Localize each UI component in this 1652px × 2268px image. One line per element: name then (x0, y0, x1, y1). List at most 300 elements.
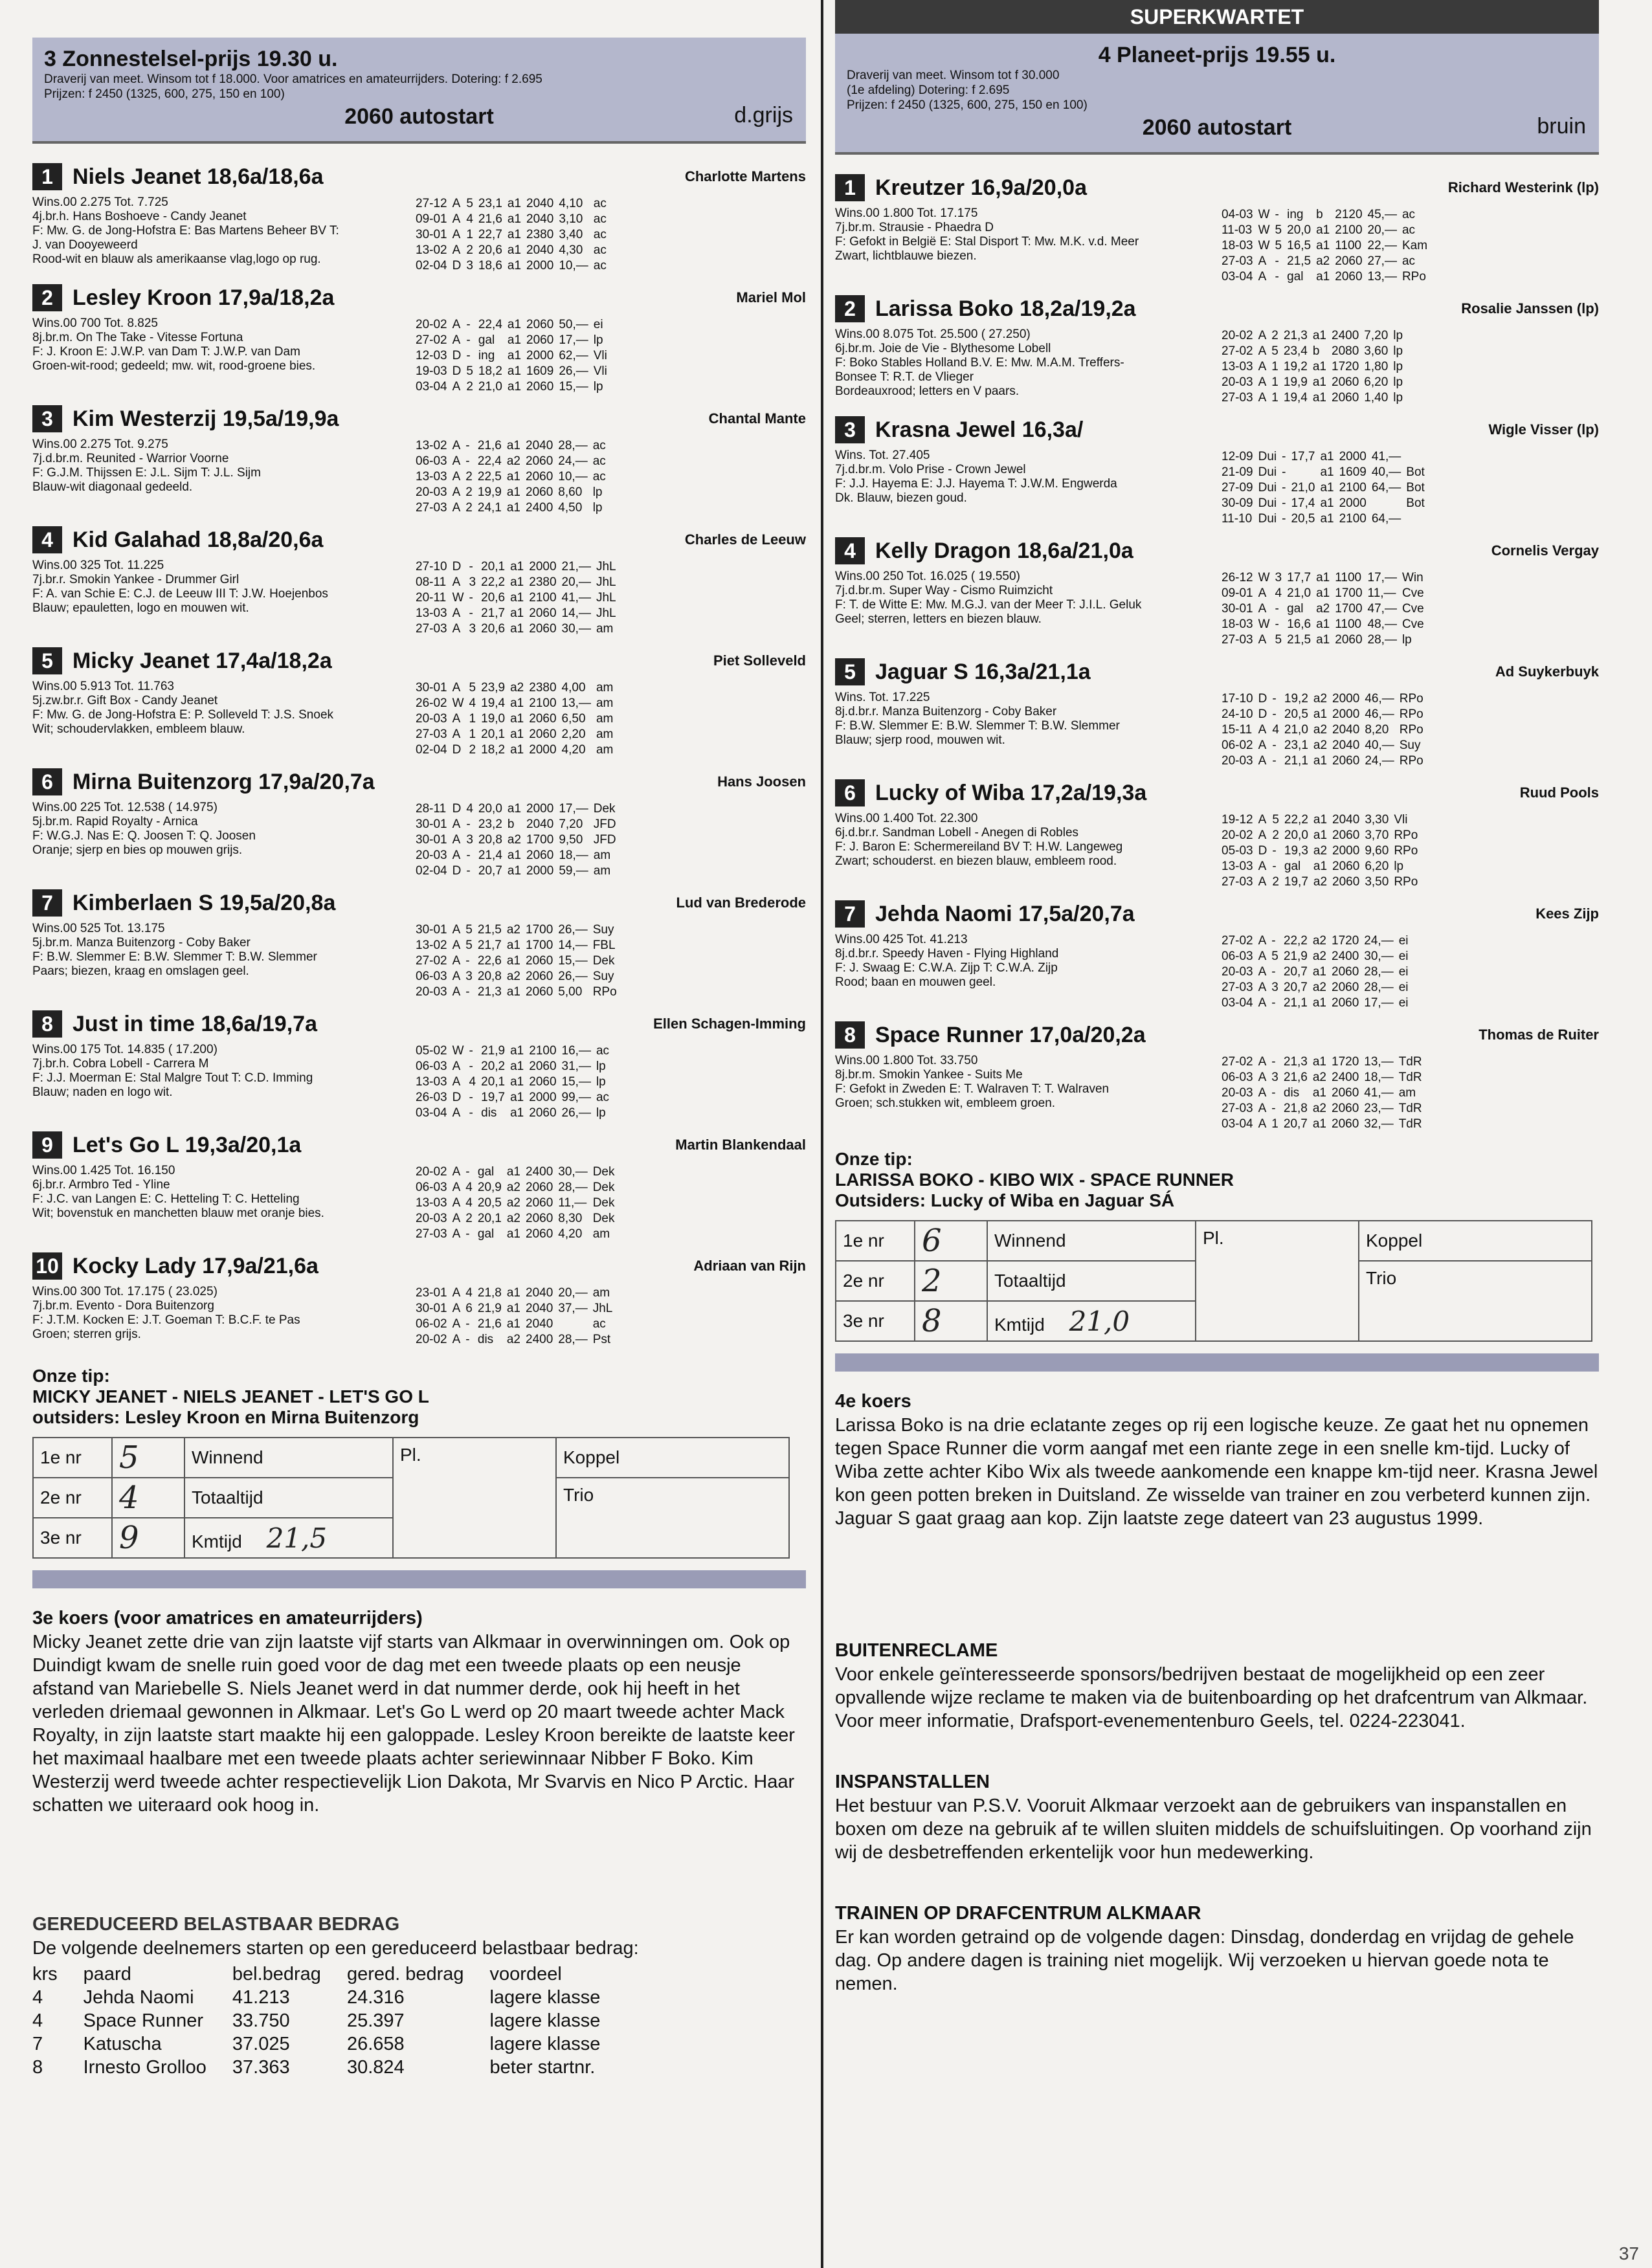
horse-name: Micky Jeanet 17,4a/18,2a (73, 649, 332, 673)
horse-info-line: 7j.d.br.m. Volo Prise - Crown Jewel (835, 463, 1026, 476)
form-cell: 27-02 (1222, 344, 1253, 358)
form-row (1222, 344, 1407, 359)
form-cell: 2380 (526, 228, 554, 241)
race3-color: d.grijs (734, 103, 793, 128)
form-cell: 2100 (529, 1044, 557, 1058)
form-cell: 2400 (1332, 950, 1359, 963)
form-cell: am (596, 696, 614, 710)
form-cell: 18-03 (1222, 239, 1253, 252)
form-cell: lp (1394, 860, 1404, 873)
form-cell: b (1312, 344, 1320, 358)
form-cell: 16,— (561, 1044, 591, 1058)
form-cell: 2060 (526, 333, 554, 347)
form-cell: - (1272, 692, 1277, 706)
form-cell: - (469, 1044, 473, 1058)
form-cell: 30-01 (416, 1302, 447, 1315)
horse-driver: Richard Westerink (lp) (1447, 179, 1599, 195)
form-cell: 2060 (1332, 996, 1359, 1010)
horse-number: 2 (32, 284, 62, 311)
form-cell: 2040 (1332, 813, 1360, 827)
form-cell: 19,9 (477, 485, 502, 499)
form-cell: 1700 (526, 833, 554, 847)
reduced-row (32, 2032, 626, 2056)
form-cell: A (1258, 754, 1267, 768)
race4-tip (835, 1149, 1599, 1372)
koppel-label: Koppel (556, 1438, 789, 1478)
form-cell: Dui (1258, 512, 1277, 526)
form-cell: 22,7 (478, 228, 502, 241)
form-cell: A (452, 923, 461, 937)
form-cell: 1,40 (1364, 391, 1389, 405)
form-row (416, 939, 621, 953)
form-cell: A (452, 681, 461, 695)
form-cell: RPo (1399, 707, 1423, 721)
form-cell: 2 (469, 743, 476, 757)
reduced-cell: lagere klasse (489, 2010, 601, 2031)
form-cell: 59,— (559, 864, 588, 878)
form-cell: 28,— (558, 1181, 588, 1194)
form-cell: 3 (469, 575, 476, 589)
koppel-label: Koppel (1359, 1221, 1592, 1261)
form-row (416, 1181, 619, 1195)
form-cell: Dui (1258, 496, 1277, 510)
form-cell: 19,3 (1284, 844, 1308, 858)
form-row (416, 364, 611, 379)
form-row (1222, 617, 1428, 632)
horse-number: 1 (32, 163, 62, 190)
form-cell: 26-03 (416, 1091, 447, 1104)
form-cell: 28,— (1364, 965, 1394, 979)
form-cell: 62,— (559, 349, 588, 362)
horse-number: 4 (835, 537, 865, 564)
form-row (416, 802, 620, 816)
form-cell: 21,9 (1283, 950, 1308, 963)
race3-divider-bar (32, 1570, 806, 1588)
form-cell: A (452, 243, 461, 257)
form-cell: - (1272, 754, 1277, 768)
form-cell: D (452, 802, 462, 816)
form-cell: 2 (465, 485, 473, 499)
horse-number: 5 (32, 647, 62, 674)
form-cell: 20-03 (1222, 375, 1253, 389)
horse-info-line: F: J. Baron E: Schermereiland BV T: H.W. Langeweg (835, 840, 1123, 854)
form-cell: 27-02 (1222, 1055, 1253, 1069)
form-cell: a1 (506, 985, 520, 999)
form-cell: lp (596, 1060, 606, 1073)
form-cell: - (1275, 208, 1279, 221)
form-cell: A (1258, 860, 1267, 873)
form-cell: 19-12 (1222, 813, 1253, 827)
form-cell (558, 1317, 591, 1331)
form-cell: a1 (507, 333, 522, 347)
form-cell: 30-01 (416, 817, 447, 831)
form-cell: 18,2 (478, 364, 502, 378)
form-cell: a1 (507, 380, 522, 394)
horse-entry (32, 526, 806, 636)
form-cell: a1 (506, 1227, 520, 1241)
horse-form-table (1220, 812, 1423, 891)
form-cell: gal (1284, 860, 1301, 873)
kmtijd-label: Kmtijd (192, 1531, 242, 1551)
horse-name: Krasna Jewel 16,3a/ (875, 417, 1084, 442)
form-cell: 7,20 (559, 817, 583, 831)
form-cell: - (469, 1091, 473, 1104)
form-row (1222, 1055, 1426, 1069)
horse-number: 7 (835, 900, 865, 928)
form-cell: A (452, 606, 461, 620)
horse-info-line: F: J. Swaag E: C.W.A. Zijp T: C.W.A. Zijp (835, 961, 1058, 975)
form-cell: Dui (1258, 465, 1277, 479)
horse-form-table (1220, 570, 1429, 649)
form-cell: JFD (593, 833, 616, 847)
form-cell: ac (1401, 208, 1416, 221)
form-row (1222, 707, 1427, 722)
form-cell: a1 (1316, 586, 1330, 600)
form-cell: 30-01 (416, 228, 447, 241)
form-cell: 2 (466, 243, 473, 257)
race4-tip-picks: LARISSA BOKO - KIBO WIX - SPACE RUNNER (835, 1170, 1234, 1190)
horse-info-line: Wins.00 175 Tot. 14.835 ( 17.200) (32, 1043, 218, 1056)
form-cell: 20,— (558, 1286, 588, 1300)
form-cell: 2000 (526, 864, 554, 878)
form-cell: - (1272, 707, 1277, 721)
form-cell: 41,— (1364, 1086, 1394, 1100)
form-cell: b (1316, 208, 1323, 221)
form-cell: 2060 (526, 1212, 553, 1225)
form-cell: a1 (507, 349, 522, 362)
form-cell: 11,— (558, 1196, 587, 1210)
form-cell: 26,— (558, 970, 588, 983)
form-cell: - (1282, 450, 1286, 463)
form-cell: 1 (469, 728, 476, 741)
horse-info-line: Wins.00 2.275 Tot. 7.725 (32, 195, 168, 209)
form-cell: ac (593, 259, 607, 272)
form-row (1222, 329, 1407, 343)
form-cell: 3,70 (1365, 828, 1389, 842)
horse-name: Space Runner 17,0a/20,2a (875, 1023, 1146, 1047)
page-number: 37 (1618, 2243, 1639, 2263)
horse-info-line: F: J.T.M. Kocken E: J.T. Goeman T: B.C.F. te Pas (32, 1313, 300, 1327)
form-cell: - (1272, 844, 1277, 858)
form-cell: A (452, 833, 461, 847)
form-cell: D (452, 349, 462, 362)
form-cell: A (452, 849, 461, 862)
horse-info (32, 801, 395, 858)
form-cell: 20-03 (416, 712, 447, 726)
form-cell: 47,— (1367, 602, 1397, 616)
form-cell: - (1282, 465, 1286, 479)
form-cell: 5 (1275, 223, 1282, 237)
form-cell: 5 (1275, 239, 1282, 252)
form-row (1222, 391, 1407, 405)
form-row (416, 243, 610, 258)
form-cell: Bot (1406, 465, 1425, 479)
r3-label: 3e nr (33, 1518, 112, 1558)
form-row (1222, 602, 1428, 616)
form-cell: 13-03 (1222, 860, 1253, 873)
form-cell: 1 (1271, 1117, 1278, 1131)
form-cell: 5 (1271, 344, 1278, 358)
horse-info-line: 7j.d.br.m. Reunited - Warrior Voorne (32, 452, 229, 465)
form-row (416, 696, 617, 711)
form-cell: 4,50 (558, 501, 583, 515)
form-cell: a2 (510, 681, 524, 695)
form-cell: 20-02 (1222, 828, 1253, 842)
left-column (32, 0, 806, 2079)
form-cell: 2100 (529, 696, 557, 710)
form-cell: 21,— (561, 560, 591, 573)
form-cell: 20,6 (481, 591, 506, 605)
form-cell: - (1282, 512, 1286, 526)
form-cell: 18,— (559, 849, 588, 862)
form-cell: 06-03 (416, 1181, 447, 1194)
form-cell: a1 (1312, 329, 1326, 342)
form-cell: a1 (1312, 996, 1326, 1010)
form-cell: A (452, 318, 461, 331)
form-cell: 2400 (1332, 329, 1359, 342)
form-cell: am (1398, 1086, 1416, 1100)
form-cell: a1 (506, 1302, 520, 1315)
horse-info-line: 7j.br.m. Evento - Dora Buitenzorg (32, 1299, 214, 1313)
form-cell: 2060 (1332, 860, 1360, 873)
form-cell: 20,0 (1284, 828, 1308, 842)
horse-entry (32, 768, 806, 878)
form-cell: ac (593, 243, 607, 257)
form-cell: 26-12 (1222, 571, 1253, 584)
trio-label: Trio (556, 1478, 789, 1558)
reduced-cell: Katuscha (83, 2034, 162, 2054)
form-cell: Suy (1399, 739, 1421, 752)
horse-info (32, 317, 395, 373)
form-cell: a1 (1313, 754, 1328, 768)
form-cell: 28,— (558, 1333, 588, 1346)
form-cell: A (452, 333, 461, 347)
reduced-cell: Jehda Naomi (83, 1987, 194, 2008)
form-cell: 23-01 (416, 1286, 447, 1300)
form-cell: 3,30 (1365, 813, 1389, 827)
form-cell: a2 (1313, 739, 1328, 752)
form-cell: 05-02 (416, 1044, 447, 1058)
form-cell: gal (1287, 602, 1304, 616)
form-cell: 19,7 (481, 1091, 506, 1104)
form-cell: W (452, 1044, 464, 1058)
form-cell: 2 (465, 501, 473, 515)
form-row (416, 318, 611, 332)
form-cell: a1 (1312, 360, 1326, 373)
horse-info-line: F: T. de Witte E: Mw. M.G.J. van der Meer T: J.I.L. Geluk (835, 598, 1142, 612)
form-cell: 11-03 (1222, 223, 1253, 237)
form-cell: 2000 (526, 349, 554, 362)
form-cell: a1 (1312, 391, 1326, 405)
form-cell: A (1258, 875, 1267, 889)
form-cell: a1 (507, 849, 522, 862)
form-cell: a2 (506, 1181, 520, 1194)
form-cell: a1 (506, 1165, 520, 1179)
form-cell: - (1271, 1102, 1276, 1115)
form-cell: 06-03 (1222, 1071, 1253, 1084)
form-cell: W (1258, 571, 1270, 584)
form-cell: Dek (592, 954, 615, 968)
form-cell: Kam (1401, 239, 1428, 252)
form-cell: a1 (1320, 465, 1334, 479)
form-row (416, 954, 621, 968)
form-cell: 21,7 (481, 606, 506, 620)
form-cell: A (1258, 1102, 1267, 1115)
form-cell: 2000 (529, 743, 557, 757)
race3-tip-picks: MICKY JEANET - NIELS JEANET - LET'S GO L (32, 1386, 429, 1406)
form-cell: - (1271, 996, 1276, 1010)
horse-info (835, 933, 1198, 990)
horse-form-table (414, 438, 611, 517)
reduced-cell: 7 (32, 2034, 43, 2054)
reduced-cell: 37.025 (232, 2034, 290, 2054)
form-cell: 26,— (558, 923, 588, 937)
form-cell: ac (592, 439, 606, 452)
form-cell: JhL (592, 1302, 613, 1315)
form-cell: 26,— (561, 1106, 591, 1120)
form-row (1222, 571, 1428, 585)
form-cell: 1720 (1332, 360, 1359, 373)
form-cell: 2060 (526, 380, 554, 394)
form-cell: a1 (1320, 450, 1334, 463)
horse-info (835, 328, 1198, 399)
form-row (416, 1060, 613, 1074)
form-row (416, 833, 620, 847)
form-cell: 4 (465, 1196, 473, 1210)
horse-number: 8 (32, 1010, 62, 1038)
form-cell: a2 (506, 1333, 520, 1346)
form-cell: ei (1398, 965, 1409, 979)
form-cell: 10,— (558, 470, 588, 484)
form-cell: 02-04 (416, 864, 447, 878)
form-cell: 13-02 (416, 439, 447, 452)
horse-driver: Chantal Mante (708, 410, 806, 427)
horse-name: Kocky Lady 17,9a/21,6a (73, 1254, 318, 1278)
form-cell: - (466, 817, 471, 831)
form-cell: a2 (1312, 1102, 1326, 1115)
form-row (416, 923, 621, 937)
form-cell: D (452, 364, 462, 378)
form-cell: 20-03 (416, 985, 447, 999)
form-cell: - (466, 849, 471, 862)
form-cell: - (465, 954, 470, 968)
form-row (416, 728, 617, 742)
horse-info-line: F: Gefokt in België E: Stal Disport T: Mw. M.K. v.d. Meer (835, 235, 1139, 249)
form-cell: A (452, 470, 461, 484)
form-cell: W (1258, 223, 1270, 237)
horse-form-table (414, 1043, 614, 1122)
form-cell: RPo (1394, 828, 1418, 842)
form-cell: ac (593, 228, 607, 241)
form-cell: 2060 (1332, 1117, 1359, 1131)
form-cell: Suy (592, 923, 614, 937)
form-row (416, 1286, 616, 1300)
form-cell: a1 (510, 591, 524, 605)
form-cell: 21,3 (1283, 1055, 1308, 1069)
horse-driver: Mariel Mol (736, 289, 806, 306)
race3-conditions: Draverij van meet. Winsom tot f 18.000. Voor amatrices en amateurrijders. Dotering: f 2.695 (44, 72, 542, 86)
form-cell: 21,0 (1284, 723, 1308, 737)
form-cell: 20,— (561, 575, 591, 589)
form-cell: 2000 (529, 560, 557, 573)
pl-label: Pl. (393, 1438, 556, 1558)
race3-article-title: 3e koers (voor amatrices en amateurrijders) (32, 1608, 423, 1629)
form-cell: 21,6 (477, 1317, 502, 1331)
form-row (416, 1106, 613, 1120)
form-cell: A (452, 501, 461, 515)
form-cell: 2060 (1332, 965, 1359, 979)
form-cell: 27-03 (416, 501, 447, 515)
form-cell: 17,— (1364, 996, 1394, 1010)
form-cell: gal (1287, 270, 1304, 284)
form-cell: 3 (1275, 571, 1282, 584)
form-cell: Suy (592, 970, 614, 983)
form-cell: 2040 (526, 197, 554, 210)
horse-info-line: F: J.J. Hayema E: J.J. Hayema T: J.W.M. Engwerda (835, 477, 1117, 491)
form-cell: 15,— (558, 954, 588, 968)
notice-title: INSPANSTALLEN (835, 1772, 990, 1792)
form-cell: Cve (1401, 602, 1424, 616)
form-cell: - (465, 1317, 470, 1331)
form-cell: 2040 (526, 1302, 553, 1315)
form-cell: 21,0 (1287, 586, 1312, 600)
race3-tip (32, 1366, 806, 1588)
handwritten-kmtijd: 21,0 (1069, 1305, 1130, 1337)
form-cell: A (452, 1181, 461, 1194)
form-cell: 1100 (1335, 239, 1362, 252)
form-cell: 40,— (1371, 465, 1401, 479)
horse-driver: Rosalie Janssen (lp) (1461, 300, 1599, 317)
form-cell: - (1271, 1055, 1276, 1069)
form-cell: 2060 (529, 1106, 557, 1120)
form-cell: a1 (506, 954, 520, 968)
form-cell: 27-12 (416, 197, 447, 210)
form-cell: lp (1401, 633, 1412, 647)
horse-entry (32, 1252, 806, 1354)
handwritten-2: 4 (119, 1480, 139, 1516)
form-cell: TdR (1398, 1071, 1422, 1084)
form-cell: 2380 (529, 681, 557, 695)
form-cell: ei (1398, 981, 1409, 994)
form-cell: Vli (1394, 813, 1408, 827)
horse-info-line: F: B.W. Slemmer E: B.W. Slemmer T: B.W. Slemmer (835, 719, 1120, 733)
form-cell: D (452, 743, 462, 757)
form-cell: 3 (1271, 981, 1278, 994)
form-cell: 23,— (1364, 1102, 1394, 1115)
form-row (1222, 844, 1422, 858)
horse-info (32, 195, 395, 267)
form-cell: - (1282, 496, 1286, 510)
form-cell: a1 (510, 560, 524, 573)
horse-name: Kimberlaen S 19,5a/20,8a (73, 891, 336, 915)
race4-color: bruin (1537, 114, 1586, 139)
form-row (416, 985, 621, 999)
notice-title: BUITENRECLAME (835, 1640, 998, 1661)
reduced-row (32, 1986, 626, 2009)
horse-info-line: 6j.br.m. Joie de Vie - Blythesome Lobell (835, 342, 1051, 355)
form-row (416, 439, 610, 453)
form-cell: Bot (1406, 496, 1425, 510)
horse-number: 6 (835, 779, 865, 806)
form-cell: 19,0 (481, 712, 506, 726)
form-cell: 4 (465, 1181, 473, 1194)
form-cell: 9,60 (1365, 844, 1389, 858)
horse-info-line: 5j.br.m. Manza Buitenzorg - Coby Baker (32, 936, 251, 950)
reduced-cell: 4 (32, 2010, 43, 2031)
form-cell: a2 (506, 1196, 520, 1210)
horse-number: 3 (32, 405, 62, 432)
form-cell: TdR (1398, 1102, 1422, 1115)
